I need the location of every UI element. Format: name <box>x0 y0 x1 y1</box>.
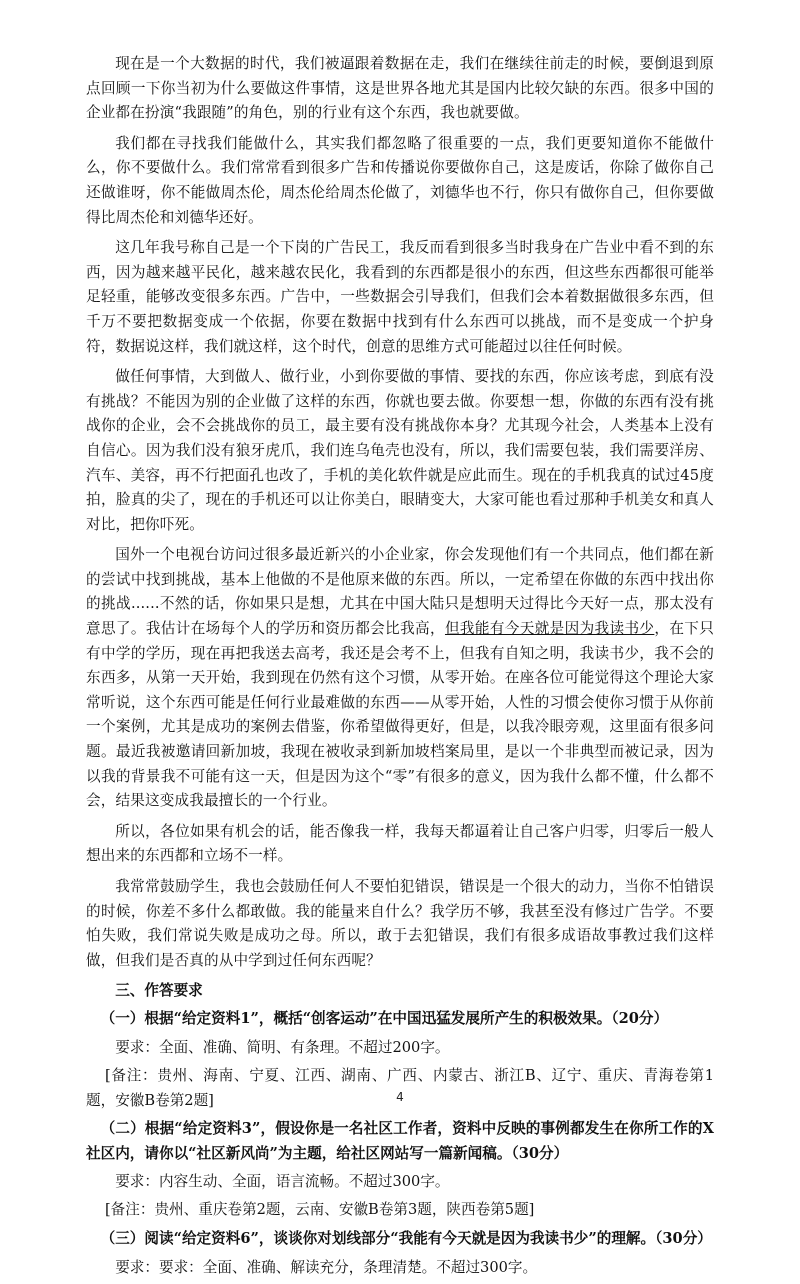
body-paragraph-6: 所以，各位如果有机会的话，能否像我一样，我每天都逼着让自己客户归零，归零后一般人想出来的东西都和立场不一样。 <box>86 822 714 865</box>
question-2-title: （二）根据“给定资料3”，假设你是一名社区工作者，资料中反映的事例都发生在你所工作的X社区内，请你以“社区新风尚”为主题，给社区网站写一篇新闻稿。（30分） <box>86 1120 714 1162</box>
question-3-title: （三）阅读“给定资料6”，谈谈你对划线部分“我能有今天就是因为我读书少”的理解。（30分） <box>100 1229 712 1247</box>
question-1-requirement: 要求：全面、准确、简明、有条理。不超过200字。 <box>115 1038 450 1056</box>
body-paragraph-3: 这几年我号称自己是一个下岗的广告民工，我反而看到很多当时我身在广告业中看不到的东西，因为越来越平民化，越来越农民化，我看到的东西都是很小的东西，但这些东西都很可能举足轻重，能够改变很多东西。广告中，一些数据会引导我们，但我们会本着数据做很多东西，但千万不要把数据变成一个依据，你要在数据中找到有什么东西可以挑战，而不是变成一个护身符，数据说这样，我们就这样，这个时代，创意的思维方式可能超过以往任何时候。 <box>86 239 714 355</box>
paragraph-5-before: 国外一个电视台访问过很多最近新兴的小企业家，你会发现他们有一个共同点，他们都在新的尝试中找到挑战，基本上他做的不是他原来做的东西。所以，一定希望在你做的东西中找出你的挑战......不然的话，你如果只是想，尤其在中国大陆只是想明天过得比今天好一点，那太没有意思了。我估计在场每个人的学历和资历都会比我高， <box>86 546 714 638</box>
question-1-note: [备注：贵州、海南、宁夏、江西、湖南、广西、内蒙古、浙江B、辽宁、重庆、青海卷第1题，安徽B卷第2题] <box>86 1066 714 1109</box>
body-paragraph-7: 我常常鼓励学生，我也会鼓励任何人不要怕犯错误，错误是一个很大的动力，当你不怕错误的时候，你差不多什么都敢做。我的能量来自什么？我学历不够，我甚至没有修过广告学。不要怕失败，我们常说失败是成功之母。所以，敢于去犯错误，我们有很多成语故事教过我们这样做，但我们是否真的从中学到过任何东西呢？ <box>86 878 714 969</box>
question-2-requirement: 要求：内容生动、全面，语言流畅。不超过300字。 <box>115 1173 450 1191</box>
question-1-title: （一）根据“给定资料1”，概括“创客运动”在中国迅猛发展所产生的积极效果。（20分） <box>100 1010 669 1028</box>
body-paragraph-2: 我们都在寻找我们能做什么，其实我们都忽略了很重要的一点，我们更要知道你不能做什么，你不要做什么。我们常常看到很多广告和传播说你要做你自己，这是废话，你除了做你自己还做谁呀，你不能做周杰伦，周杰伦给周杰伦做了，刘德华也不行，你只有做你自己，但你要做得比周杰伦和刘德华还好。 <box>86 134 714 226</box>
question-2-note: [备注：贵州、重庆卷第2题，云南、安徽B卷第3题，陕西卷第5题] <box>104 1201 535 1219</box>
underlined-sentence: 但我能有今天就是因为我读书少 <box>444 620 655 638</box>
question-3-requirement: 要求：要求：全面、准确、解读充分，条理清楚。不超过300字。 <box>115 1258 538 1276</box>
body-paragraph-4: 做任何事情，大到做人、做行业，小到你要做的事情、要找的东西，你应该考虑，到底有没有挑战？不能因为别的企业做了这样的东西，你就也要去做。你要想一想，你做的东西有没有挑战你的企业，会不会挑战你的员工，最主要有没有挑战你本身？尤其现今社会，人类基本上没有自信心。因为我们没有狼牙虎爪，我们连乌龟壳也没有，所以，我们需要包装，我们需要洋房、汽车、美容，再不行把面孔也改了，手机的美化软件就是应此而生。现在的手机我真的试过45度拍，脸真的尖了，现在的手机还可以让你美白，眼睛变大，大家可能也看过那种手机美女和真人对比，把你吓死。 <box>86 368 714 533</box>
paragraph-5-after: ，在下只有中学的学历，现在再把我送去高考，我还是会考不上，但我有自知之明，我读书少，我不会的东西多，从第一天开始，我到现在仍然有这个习惯，从零开始。在座各位可能觉得这个理论大家常听说，这个东西可能是任何行业最难做的东西——从零开始，人性的习惯会使你习惯于从你前一个案例，尤其是成功的案例去借鉴，你希望做得更好，但是，以我冷眼旁观，这里面有很多问题。最近我被邀请回新加坡，我现在被收录到新加坡档案局里，是以一个非典型而被记录，因为以我的背景我不可能有这一天，但是因为这个“零”有很多的意义，因为我什么都不懂，什么都不会，结果这变成我最擅长的一个行业。 <box>86 620 714 810</box>
section-title: 三、作答要求 <box>115 982 203 1000</box>
body-paragraph-1: 现在是一个大数据的时代，我们被逼跟着数据在走，我们在继续往前走的时候，要倒退到原点回顾一下你当初为什么要做这件事情，这是世界各地尤其是国内比较欠缺的东西。很多中国的企业都在扮演“我跟随”的角色，别的行业有这个东西，我也就要做。 <box>86 55 714 122</box>
page-number: 4 <box>396 1090 404 1104</box>
body-paragraph-5 <box>86 543 714 814</box>
